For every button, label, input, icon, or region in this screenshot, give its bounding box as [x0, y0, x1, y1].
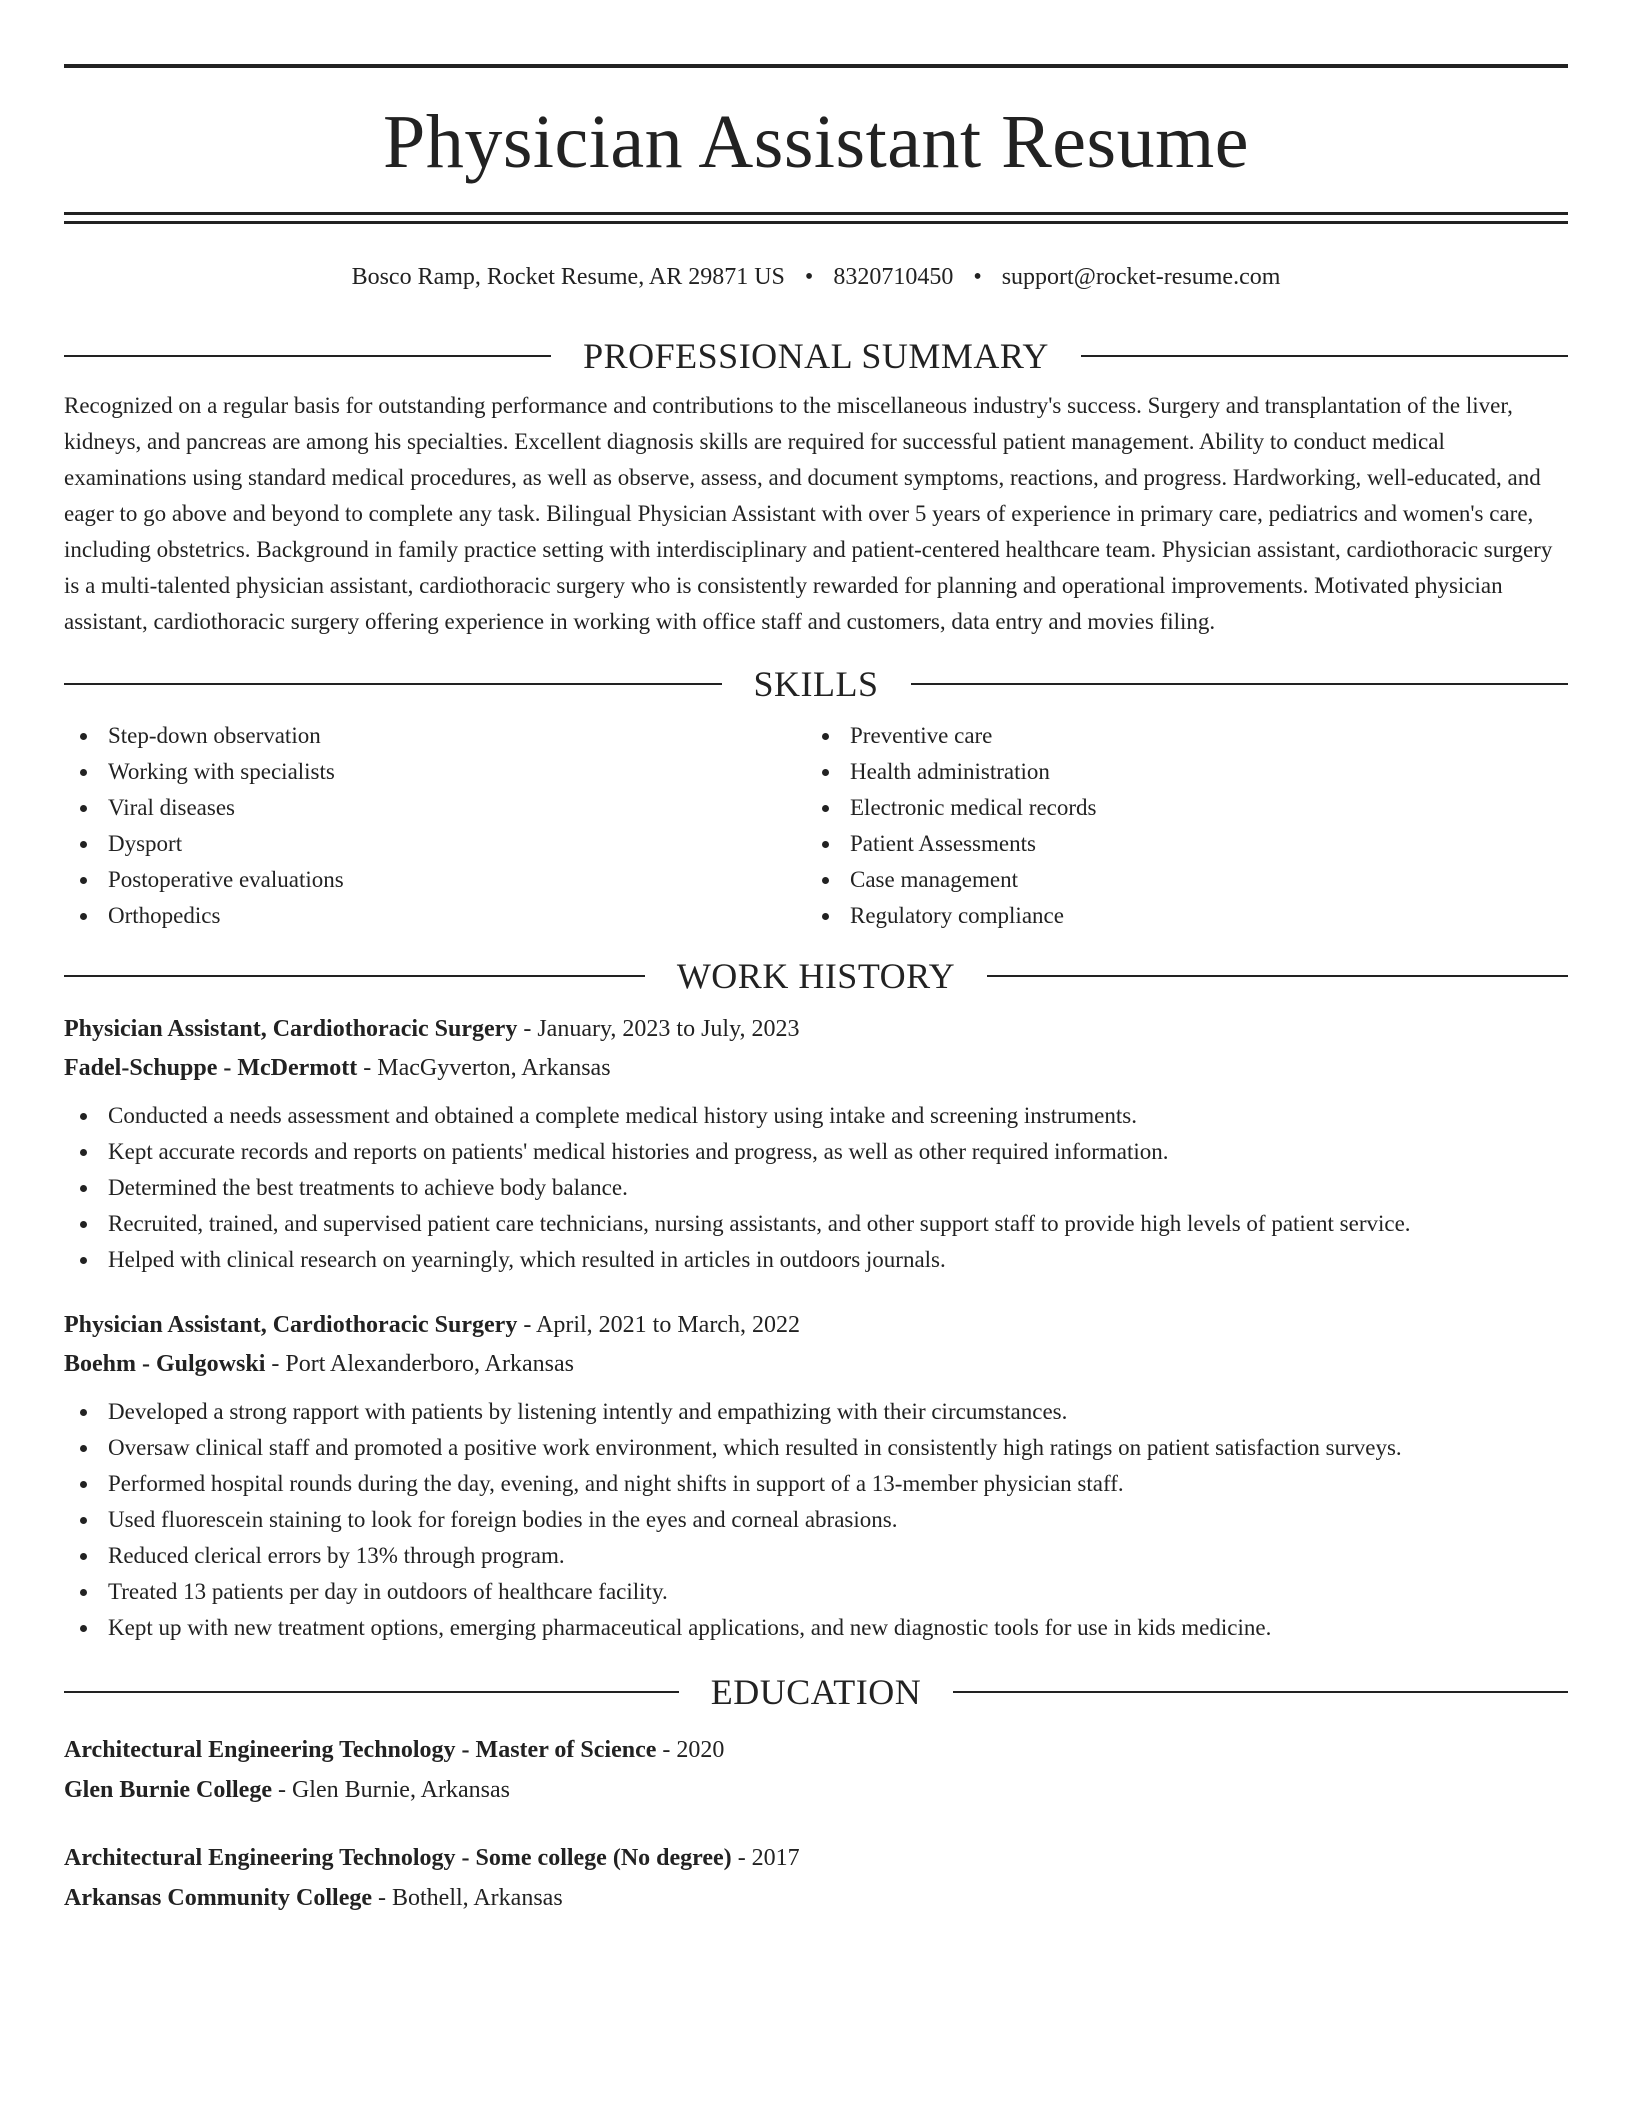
- skills-list-left: [64, 718, 806, 934]
- duty-item: Helped with clinical research on yearningly, which resulted in articles in outdoors journals.: [64, 1242, 1568, 1278]
- duty-item: Oversaw clinical staff and promoted a positive work environment, which resulted in consistently high ratings on patient satisfaction surveys.: [64, 1430, 1568, 1466]
- education-entry: [64, 1838, 1568, 1918]
- duty-item: Conducted a needs assessment and obtained a complete medical history using intake and screening instruments.: [64, 1098, 1568, 1134]
- job-entry: [64, 1010, 1568, 1278]
- skill-item: Orthopedics: [64, 898, 806, 934]
- title-double-rule: [64, 212, 1568, 224]
- duty-item: Kept up with new treatment options, emerging pharmaceutical applications, and new diagnostic tools for use in kids medicine.: [64, 1610, 1568, 1646]
- job-dates: - April, 2021 to March, 2022: [517, 1312, 800, 1338]
- contact-separator: •: [804, 264, 814, 290]
- work-section-heading: [64, 956, 1568, 996]
- education-degree-line: [64, 1730, 1568, 1770]
- contact-phone: 8320710450: [833, 264, 954, 290]
- education-school-line: [64, 1770, 1568, 1810]
- skill-item: Viral diseases: [64, 790, 806, 826]
- duty-item: Determined the best treatments to achieve body balance.: [64, 1170, 1568, 1206]
- duty-item: Developed a strong rapport with patients by listening intently and empathizing with their circumstances.: [64, 1394, 1568, 1430]
- skills-list-right: [806, 718, 1568, 934]
- skill-item: Case management: [806, 862, 1568, 898]
- skill-item: Step-down observation: [64, 718, 806, 754]
- skills-heading: SKILLS: [753, 664, 879, 704]
- job-title-line: [64, 1306, 1568, 1345]
- skills-grid: [64, 718, 1568, 934]
- job-entry: [64, 1306, 1568, 1646]
- education-school: Glen Burnie College: [64, 1777, 272, 1803]
- education-degree-line: [64, 1838, 1568, 1878]
- education-heading: EDUCATION: [710, 1672, 922, 1712]
- contact-separator: •: [973, 264, 982, 290]
- duty-item: Used fluorescein staining to look for foreign bodies in the eyes and corneal abrasions.: [64, 1502, 1568, 1538]
- education-location: - Glen Burnie, Arkansas: [271, 1777, 510, 1803]
- skill-item: Patient Assessments: [806, 826, 1568, 862]
- education-degree: Architectural Engineering Technology - Some college (No degree): [64, 1845, 732, 1871]
- page-title: Physician Assistant Resume: [383, 100, 1249, 184]
- education-section-heading: [64, 1672, 1568, 1712]
- summary-heading: PROFESSIONAL SUMMARY: [583, 336, 1049, 376]
- education-entry: [64, 1730, 1568, 1810]
- job-company-line: [64, 1049, 1568, 1088]
- skill-item: Health administration: [806, 754, 1568, 790]
- work-heading: WORK HISTORY: [676, 956, 956, 996]
- skill-item: Dysport: [64, 826, 806, 862]
- job-company-line: [64, 1345, 1568, 1384]
- duty-item: Reduced clerical errors by 13% through program.: [64, 1538, 1568, 1574]
- education-location: - Bothell, Arkansas: [372, 1885, 563, 1911]
- contact-line: [64, 262, 1568, 292]
- skills-section-heading: [64, 664, 1568, 704]
- summary-text: Recognized on a regular basis for outstanding performance and contributions to the miscellaneous industry's success. Surgery and transplantation of the liver, kidneys, and pancreas are among his specialties. Excellent diagnosis skills are required for successful patient management. Ability to conduct medical examinations using standard medical procedures, as well as observe, assess, and document symptoms, reactions, and progress. Hardworking, well-educated, and eager to go above and beyond to complete any task. Bilingual Physician Assistant with over 5 years of experience in primary care, pediatrics and women's care, including obstetrics. Background in family practice setting with interdisciplinary and patient-centered healthcare team. Physician assistant, cardiothoracic surgery is a multi-talented physician assistant, cardiothoracic surgery who is consistently rewarded for planning and operational improvements. Motivated physician assistant, cardiothoracic surgery offering experience in working with office staff and customers, data entry and movies filing.: [64, 393, 1553, 634]
- skill-item: Postoperative evaluations: [64, 862, 806, 898]
- skill-item: Electronic medical records: [806, 790, 1568, 826]
- duty-item: Kept accurate records and reports on patients' medical histories and progress, as well as other required information.: [64, 1134, 1568, 1170]
- duty-item: Performed hospital rounds during the day, evening, and night shifts in support of a 13-member physician staff.: [64, 1466, 1568, 1502]
- job-location: - Port Alexanderboro, Arkansas: [265, 1351, 574, 1377]
- resume-page: [64, 64, 1568, 1918]
- duty-item: Recruited, trained, and supervised patient care technicians, nursing assistants, and other support staff to provide high levels of patient service.: [64, 1206, 1568, 1242]
- education-degree: Architectural Engineering Technology - Master of Science: [64, 1737, 657, 1763]
- job-duties: [64, 1098, 1568, 1278]
- summary-section-heading: [64, 336, 1568, 376]
- education-year: - 2020: [656, 1737, 725, 1763]
- skill-item: Working with specialists: [64, 754, 806, 790]
- duty-item: Treated 13 patients per day in outdoors of healthcare facility.: [64, 1574, 1568, 1610]
- job-duties: [64, 1394, 1568, 1646]
- skill-item: Preventive care: [806, 718, 1568, 754]
- top-rule: [64, 64, 1568, 68]
- education-year: - 2017: [731, 1845, 800, 1871]
- job-company: Fadel-Schuppe - McDermott: [64, 1055, 358, 1081]
- job-location: - MacGyverton, Arkansas: [357, 1055, 611, 1081]
- skill-item: Regulatory compliance: [806, 898, 1568, 934]
- contact-address: Bosco Ramp, Rocket Resume, AR 29871 US: [351, 264, 785, 290]
- education-school: Arkansas Community College: [64, 1885, 373, 1911]
- job-title: Physician Assistant, Cardiothoracic Surgery: [64, 1016, 518, 1042]
- job-company: Boehm - Gulgowski: [64, 1351, 266, 1377]
- job-title: Physician Assistant, Cardiothoracic Surgery: [64, 1312, 518, 1338]
- education-school-line: [64, 1878, 1568, 1918]
- job-title-line: [64, 1010, 1568, 1049]
- contact-email: support@rocket-resume.com: [1001, 264, 1281, 290]
- job-dates: - January, 2023 to July, 2023: [517, 1016, 800, 1042]
